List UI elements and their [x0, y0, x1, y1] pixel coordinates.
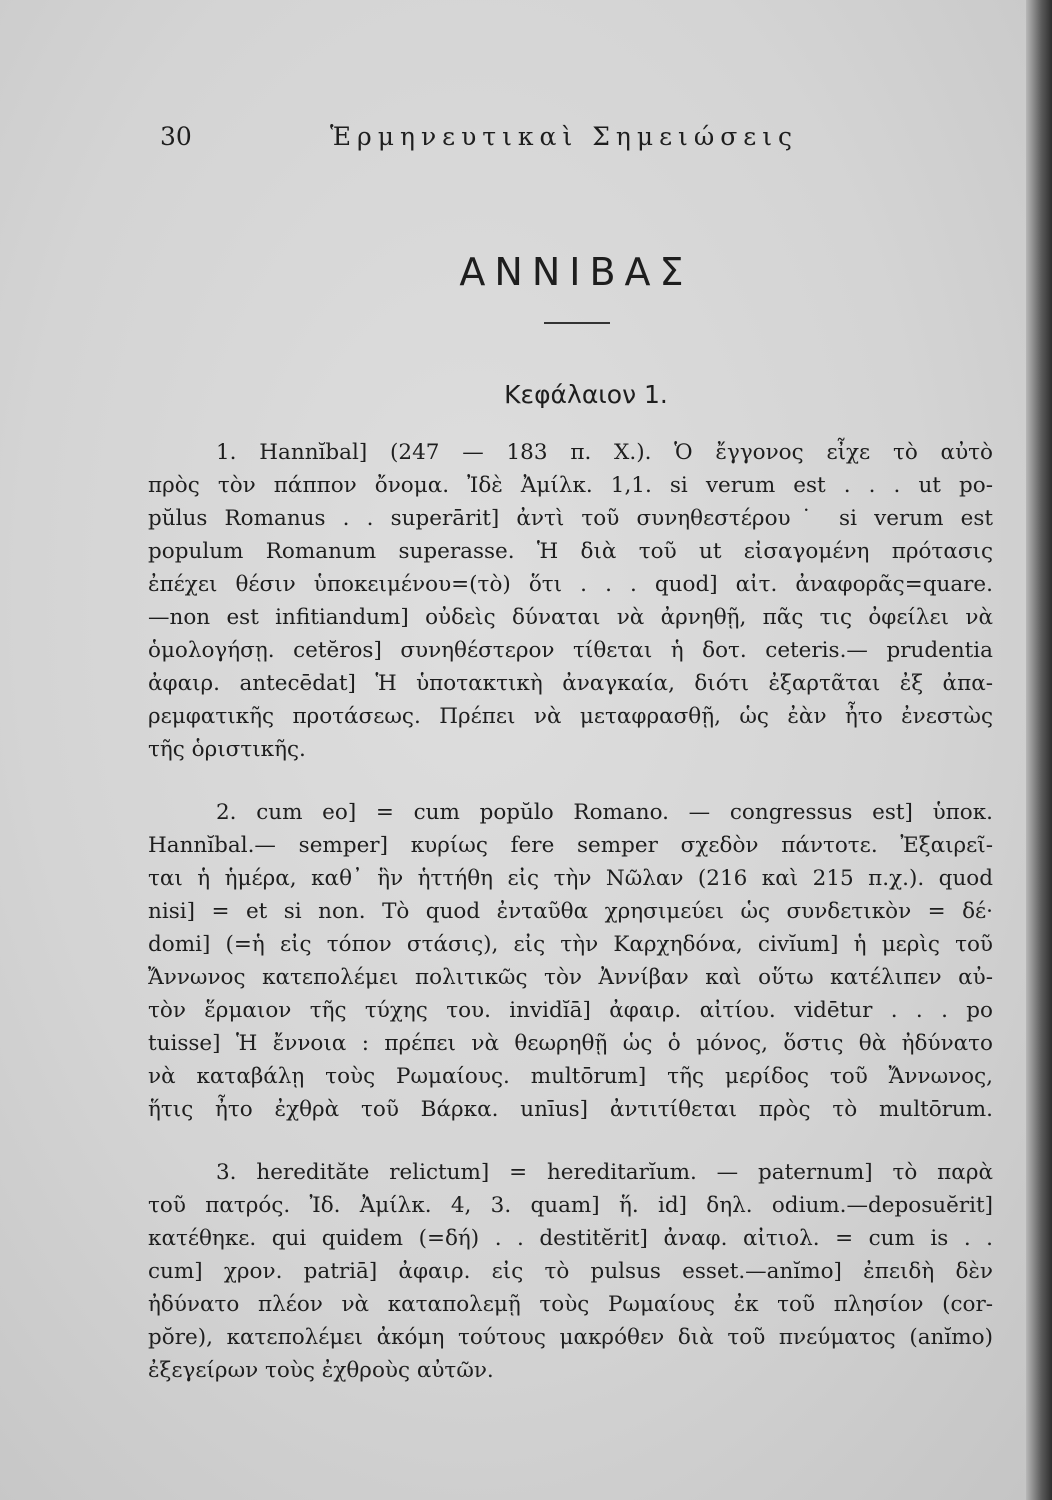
- text-line: ὁμολογήσῃ. cetĕros] συνηθέστερον τίθεται ἡ δοτ. ceteris.— prudentia: [148, 638, 993, 663]
- text-line: 3. heredităte relictum] = hereditarĭum. — paternum] τὸ παρὰ: [216, 1160, 993, 1185]
- paragraph-3: [148, 1156, 993, 1387]
- running-head: Ἑρμηνευτικαὶ Σημειώσεις: [330, 122, 799, 151]
- text-line: ἀφαιρ. antecēdat] Ἡ ὑποτακτικὴ ἀναγκαία, διότι ἐξαρτᾶται ἐξ ἀπα-: [148, 671, 993, 696]
- text-line: cum] χρον. patriā] ἀφαιρ. εἰς τὸ pulsus esset.—anĭmo] ἐπειδὴ δὲν: [148, 1259, 993, 1284]
- text-line: nisi] = et si non. Τὸ quod ἐνταῦθα χρησιμεύει ὡς συνδετικὸν = δέ·: [148, 899, 993, 924]
- text-line: τοῦ πατρός. Ἰδ. Ἀμίλκ. 4, 3. quam] ἥ. id] δηλ. odium.—deposuĕrit]: [148, 1193, 993, 1218]
- text-line: τὸν ἕρμαιον τῆς τύχης του. invidĭā] ἀφαιρ. αἰτίου. vidētur . . . po: [148, 998, 993, 1023]
- page-number: 30: [160, 122, 192, 151]
- text-line: ται ἡ ἡμέρα, καθ᾽ ἣν ἡττήθη εἰς τὴν Νῶλαν (216 καὶ 215 π.χ.). quod: [148, 866, 993, 891]
- text-line: ἥτις ἦτο ἐχθρὰ τοῦ Βάρκα. unīus] ἀντιτίθεται πρὸς τὸ multōrum.: [148, 1097, 993, 1122]
- text-line: ἐπέχει θέσιν ὑποκειμένου=(τὸ) ὅτι . . . quod] αἰτ. ἀναφορᾶς=quare.: [148, 572, 993, 597]
- text-line: domi] (=ἡ εἰς τόπον στάσις), εἰς τὴν Καρχηδόνα, civĭum] ἡ μερὶς τοῦ: [148, 932, 993, 957]
- text-line: —non est infitiandum] οὐδεὶς δύναται νὰ ἀρνηθῇ, πᾶς τις ὀφείλει νὰ: [148, 605, 993, 630]
- title-divider: [544, 322, 610, 324]
- text-line: 1. Hannĭbal] (247 — 183 π. Χ.). Ὁ ἔγγονος εἶχε τὸ αὐτὸ: [216, 440, 993, 465]
- page-header: [160, 122, 860, 162]
- text-line: ἠδύνατο πλέον νὰ καταπολεμῇ τοὺς Ρωμαίους ἐκ τοῦ πλησίον (cor-: [148, 1292, 993, 1317]
- book-spine-shadow: [1026, 0, 1052, 1500]
- text-line: ρεμφατικῆς προτάσεως. Πρέπει νὰ μεταφρασθῇ, ὡς ἐὰν ἦτο ἐνεστὼς: [148, 704, 993, 729]
- section-title: ΑΝΝΙΒΑΣ: [459, 250, 693, 294]
- paragraph-2: [148, 796, 993, 1126]
- paragraph-1: [148, 436, 993, 766]
- text-line: νὰ καταβάλῃ τοὺς Ρωμαίους. multōrum] τῆς μερίδος τοῦ Ἄννωνος,: [148, 1064, 993, 1089]
- text-line: Ἄννωνος κατεπολέμει πολιτικῶς τὸν Ἀννίβαν καὶ οὕτω κατέλιπεν αὐ-: [148, 965, 993, 990]
- text-line: tuisse] Ἡ ἔννοια : πρέπει νὰ θεωρηθῇ ὡς ὁ μόνος, ὅστις θὰ ἠδύνατο: [148, 1031, 993, 1056]
- text-line: pŭlus Romanus . . superārit] ἀντὶ τοῦ συνηθεστέρου˙ si verum est: [148, 506, 993, 531]
- text-line: πρὸς τὸν πάππον ὄνομα. Ἰδὲ Ἀμίλκ. 1,1. si verum est . . . ut po-: [148, 473, 993, 498]
- text-line: τῆς ὁριστικῆς.: [148, 737, 306, 762]
- chapter-heading: Κεφάλαιον 1.: [504, 380, 668, 409]
- text-line: 2. cum eo] = cum popŭlo Romano. — congressus est] ὑποκ.: [216, 800, 993, 825]
- text-line: pŏre), κατεπολέμει ἀκόμη τούτους μακρόθεν διὰ τοῦ πνεύματος (anĭmo): [148, 1325, 993, 1350]
- text-line: ἐξεγείρων τοὺς ἐχθροὺς αὐτῶν.: [148, 1358, 494, 1383]
- text-line: populum Romanum superasse. Ἡ διὰ τοῦ ut εἰσαγομένη πρότασις: [148, 539, 993, 564]
- commentary-body: [148, 436, 993, 1387]
- text-line: κατέθηκε. qui quidem (=δή) . . destitĕrit] ἀναφ. αἰτιολ. = cum is . .: [148, 1226, 993, 1251]
- text-line: Hannĭbal.— semper] κυρίως fere semper σχεδὸν πάντοτε. Ἐξαιρεῖ-: [148, 833, 993, 858]
